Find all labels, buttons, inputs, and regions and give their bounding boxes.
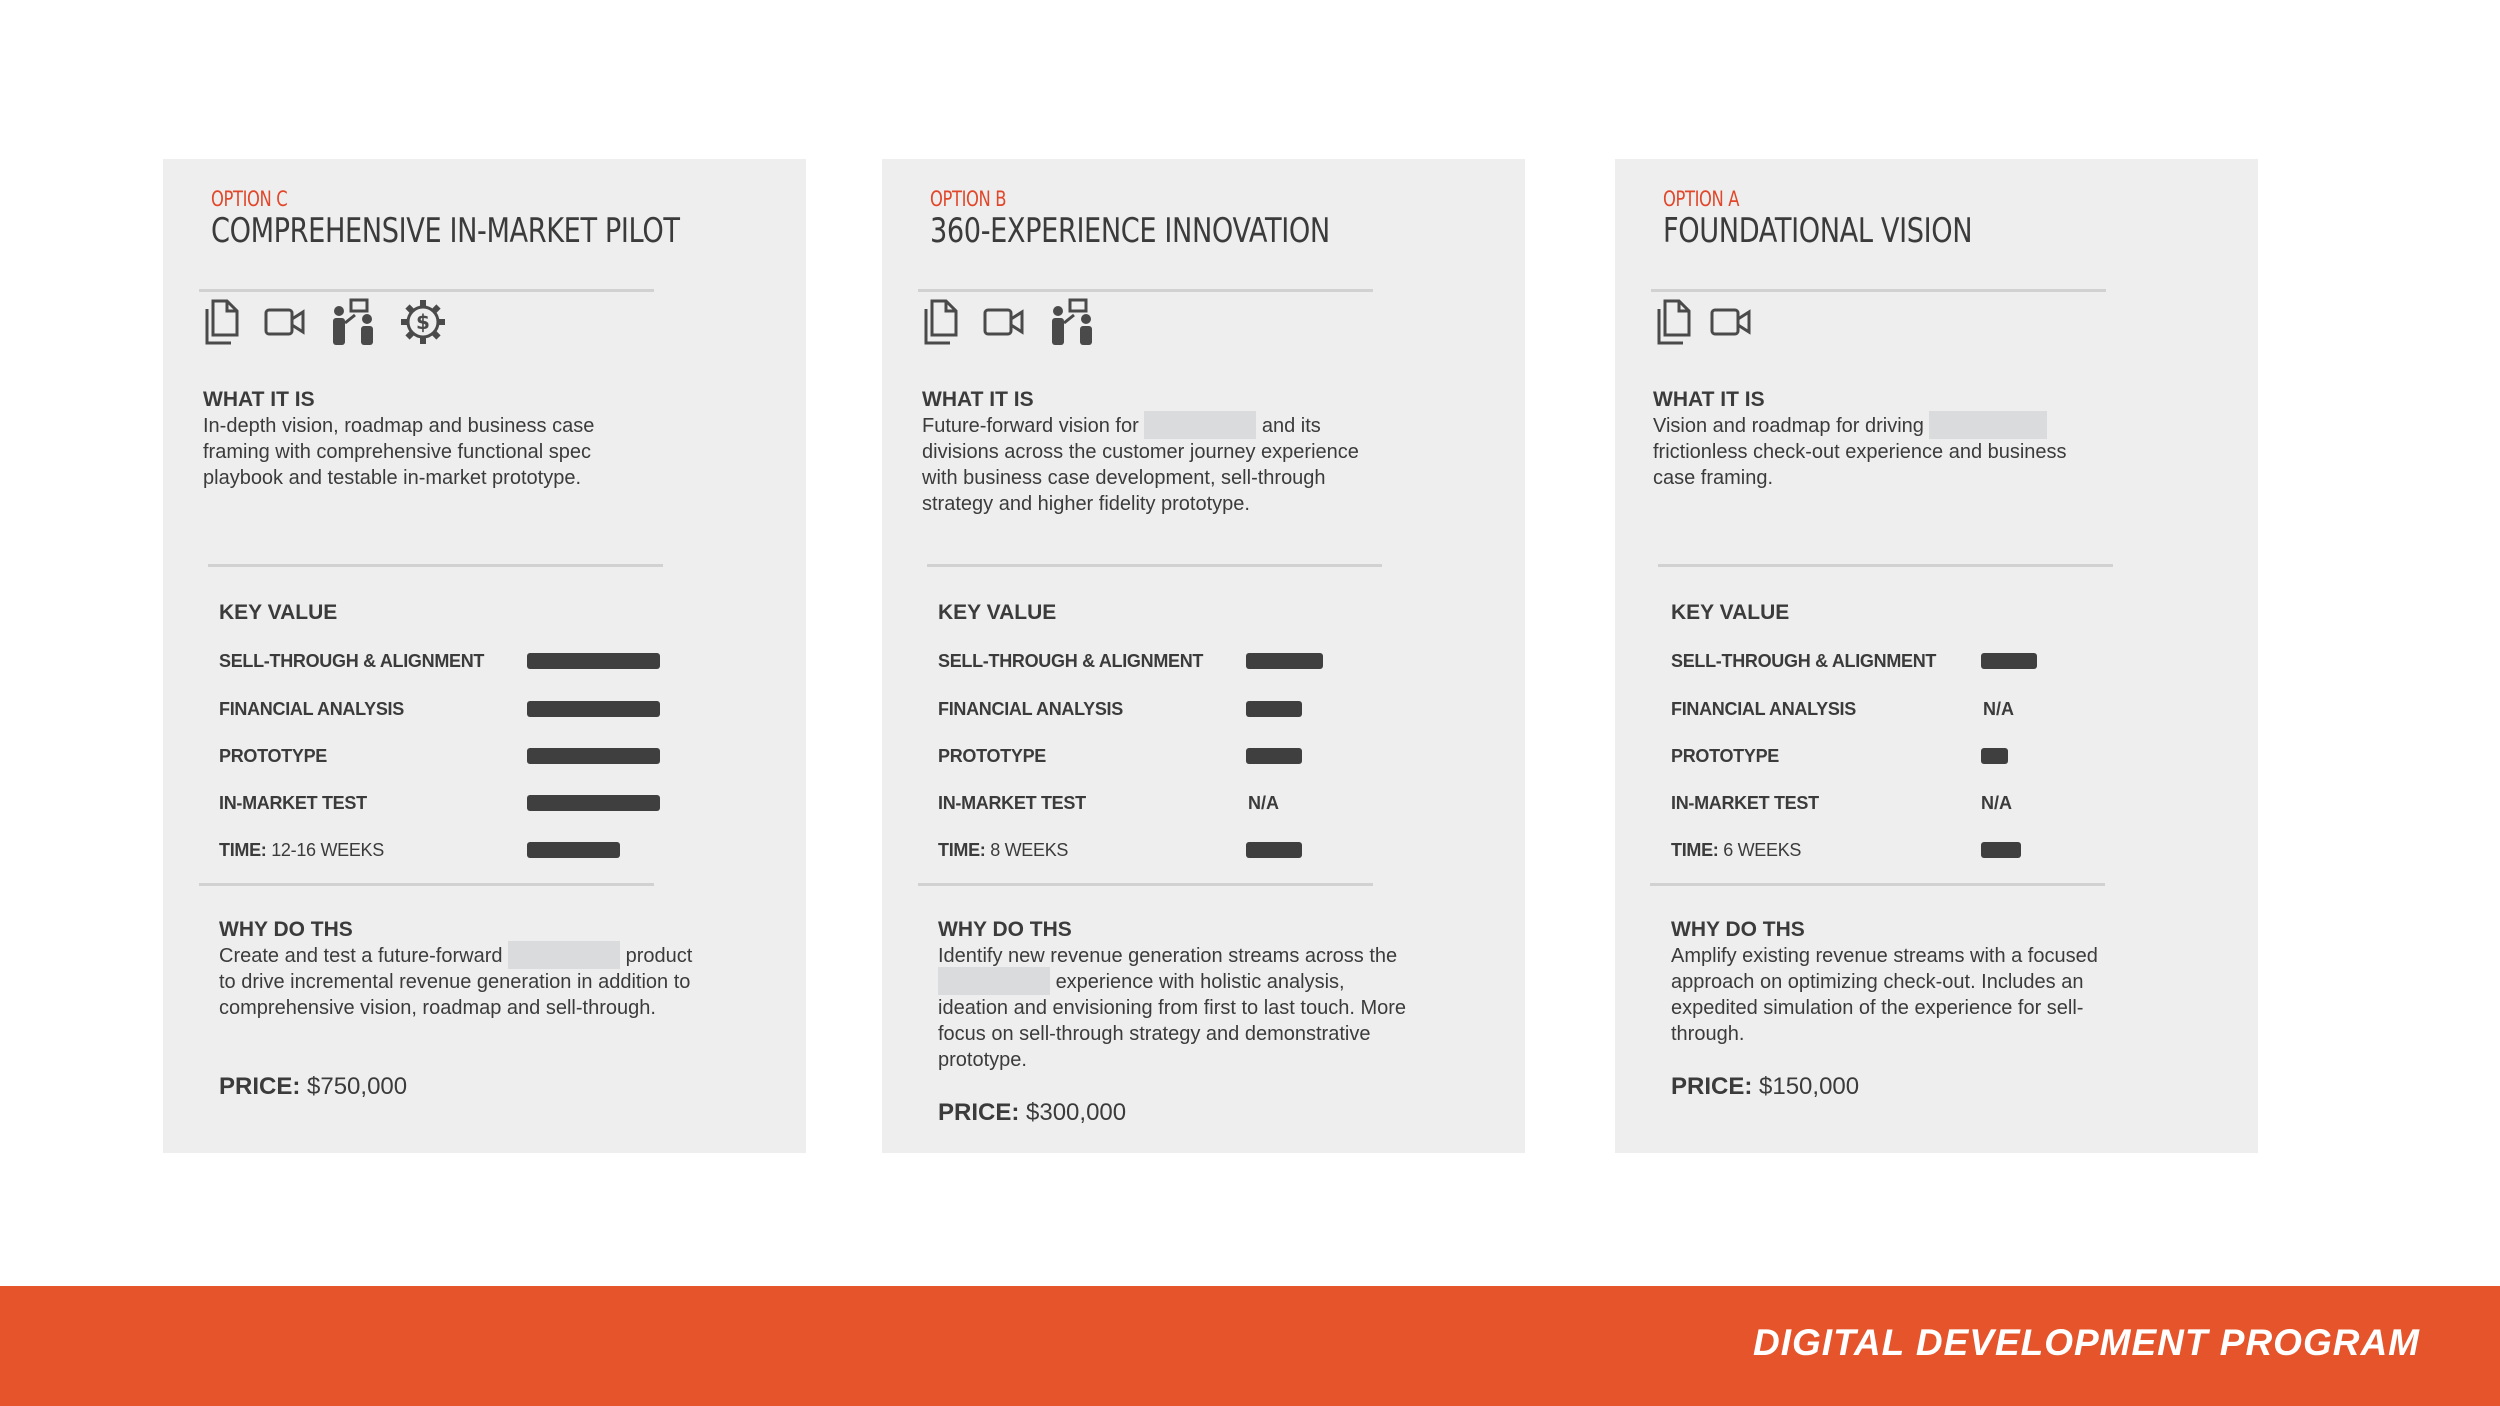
key-value-bar xyxy=(527,653,660,669)
option-label: OPTION C xyxy=(211,187,288,211)
not-applicable-value: N/A xyxy=(1981,793,2012,813)
card-title: COMPREHENSIVE IN-MARKET PILOT xyxy=(211,211,680,251)
time-bar xyxy=(1981,842,2021,858)
key-value-row xyxy=(938,699,1458,725)
price: PRICE: $300,000 xyxy=(938,1099,1127,1126)
documents-icon xyxy=(1655,299,1693,345)
what-it-is-heading: WHAT IT IS xyxy=(922,388,1034,411)
key-value-row xyxy=(938,746,1458,772)
time-row xyxy=(938,840,1458,866)
redacted-block xyxy=(1929,411,2047,439)
what-it-is-heading: WHAT IT IS xyxy=(1653,388,1765,411)
key-value-bar xyxy=(1981,653,2037,669)
key-value-label: SELL-THROUGH & ALIGNMENT xyxy=(938,651,1204,671)
svg-text:$: $ xyxy=(416,310,430,334)
key-value-bar xyxy=(1246,653,1323,669)
key-value-label: PROTOTYPE xyxy=(938,746,1046,766)
video-camera-icon xyxy=(1709,305,1753,339)
option-card-b xyxy=(882,159,1525,1153)
not-applicable-value: N/A xyxy=(1983,699,2014,719)
key-value-label: FINANCIAL ANALYSIS xyxy=(219,699,404,719)
why-text: Amplify existing revenue streams with a focused approach on optimizing check-out. Includes an expedited simulation of the experience for sell-through. xyxy=(1671,945,2098,1045)
redacted-block xyxy=(938,967,1050,995)
key-value-bar xyxy=(1246,701,1302,717)
time-row xyxy=(1671,840,2191,866)
key-value-bar xyxy=(1981,748,2008,764)
not-applicable-value: N/A xyxy=(1248,793,1279,813)
key-value-bar xyxy=(527,748,660,764)
key-value-row xyxy=(219,793,739,819)
key-value-row xyxy=(938,793,1458,819)
key-value-label: FINANCIAL ANALYSIS xyxy=(1671,699,1856,719)
key-value-bar xyxy=(527,795,660,811)
option-card-c xyxy=(163,159,806,1153)
documents-icon xyxy=(203,299,241,345)
what-it-is-heading: WHAT IT IS xyxy=(203,388,315,411)
price: PRICE: $150,000 xyxy=(1671,1073,1860,1100)
key-value-heading: KEY VALUE xyxy=(938,601,1057,624)
redacted-block xyxy=(508,941,620,969)
key-value-label: FINANCIAL ANALYSIS xyxy=(938,699,1123,719)
divider xyxy=(1650,883,2105,886)
deliverable-icons xyxy=(1655,297,1753,347)
key-value-row xyxy=(938,651,1458,677)
why-heading: WHY DO THS xyxy=(219,918,353,941)
key-value-label: IN-MARKET TEST xyxy=(1671,793,1819,813)
divider xyxy=(918,289,1373,292)
key-value-label: IN-MARKET TEST xyxy=(938,793,1086,813)
why-text: Identify new revenue generation streams across the experience with holistic analysis, ideation and envisioning from first to last touch. More focus on sell-through strategy and demonstrative prototype. xyxy=(938,945,1407,1071)
time-bar xyxy=(527,842,620,858)
what-it-is-text: Vision and roadmap for driving frictionless check-out experience and business case framing. xyxy=(1653,413,2113,491)
footer-band xyxy=(0,1286,2500,1406)
key-value-row xyxy=(1671,793,2191,819)
card-title: 360-EXPERIENCE INNOVATION xyxy=(930,211,1330,251)
key-value-row xyxy=(1671,746,2191,772)
redacted-block xyxy=(1144,411,1256,439)
divider xyxy=(208,564,663,567)
key-value-label: SELL-THROUGH & ALIGNMENT xyxy=(219,651,485,671)
key-value-label: SELL-THROUGH & ALIGNMENT xyxy=(1671,651,1937,671)
presenter-icon xyxy=(329,297,377,347)
key-value-heading: KEY VALUE xyxy=(219,601,338,624)
key-value-label: IN-MARKET TEST xyxy=(219,793,367,813)
key-value-heading: KEY VALUE xyxy=(1671,601,1790,624)
option-label: OPTION B xyxy=(930,187,1007,211)
divider xyxy=(1651,289,2106,292)
key-value-row xyxy=(1671,699,2191,725)
divider xyxy=(199,883,654,886)
option-label: OPTION A xyxy=(1663,187,1740,211)
key-value-row xyxy=(219,746,739,772)
key-value-bar xyxy=(527,701,660,717)
key-value-row xyxy=(219,651,739,677)
why-heading: WHY DO THS xyxy=(1671,918,1805,941)
divider xyxy=(918,883,1373,886)
key-value-bar xyxy=(1246,748,1302,764)
price: PRICE: $750,000 xyxy=(219,1073,408,1100)
program-title: DIGITAL DEVELOPMENT PROGRAM xyxy=(1753,1322,2420,1363)
deliverable-icons xyxy=(203,297,447,347)
option-card-a xyxy=(1615,159,2258,1153)
key-value-label: PROTOTYPE xyxy=(1671,746,1779,766)
what-it-is-text: Future-forward vision for and its divisions across the customer journey experience with business case development, sell-through strategy and higher fidelity prototype. xyxy=(922,413,1372,517)
video-camera-icon xyxy=(982,305,1026,339)
deliverable-icons xyxy=(922,297,1096,347)
divider xyxy=(199,289,654,292)
time-row xyxy=(219,840,739,866)
time-label: TIME: 8 WEEKS xyxy=(938,840,1069,860)
time-label: TIME: 12-16 WEEKS xyxy=(219,840,384,860)
key-value-label: PROTOTYPE xyxy=(219,746,327,766)
documents-icon xyxy=(922,299,960,345)
video-camera-icon xyxy=(263,305,307,339)
presenter-icon xyxy=(1048,297,1096,347)
divider xyxy=(1658,564,2113,567)
what-it-is-text: In-depth vision, roadmap and business case framing with comprehensive functional spec playbook and testable in-market prototype. xyxy=(203,415,595,489)
key-value-row xyxy=(1671,651,2191,677)
dollar-gear-icon xyxy=(399,298,447,346)
key-value-row xyxy=(219,699,739,725)
time-label: TIME: 6 WEEKS xyxy=(1671,840,1802,860)
why-text: Create and test a future-forward product to drive incremental revenue generation in addition to comprehensive vision, roadmap and sell-through. xyxy=(219,943,699,1021)
why-heading: WHY DO THS xyxy=(938,918,1072,941)
time-bar xyxy=(1246,842,1302,858)
divider xyxy=(927,564,1382,567)
card-title: FOUNDATIONAL VISION xyxy=(1663,211,1973,251)
